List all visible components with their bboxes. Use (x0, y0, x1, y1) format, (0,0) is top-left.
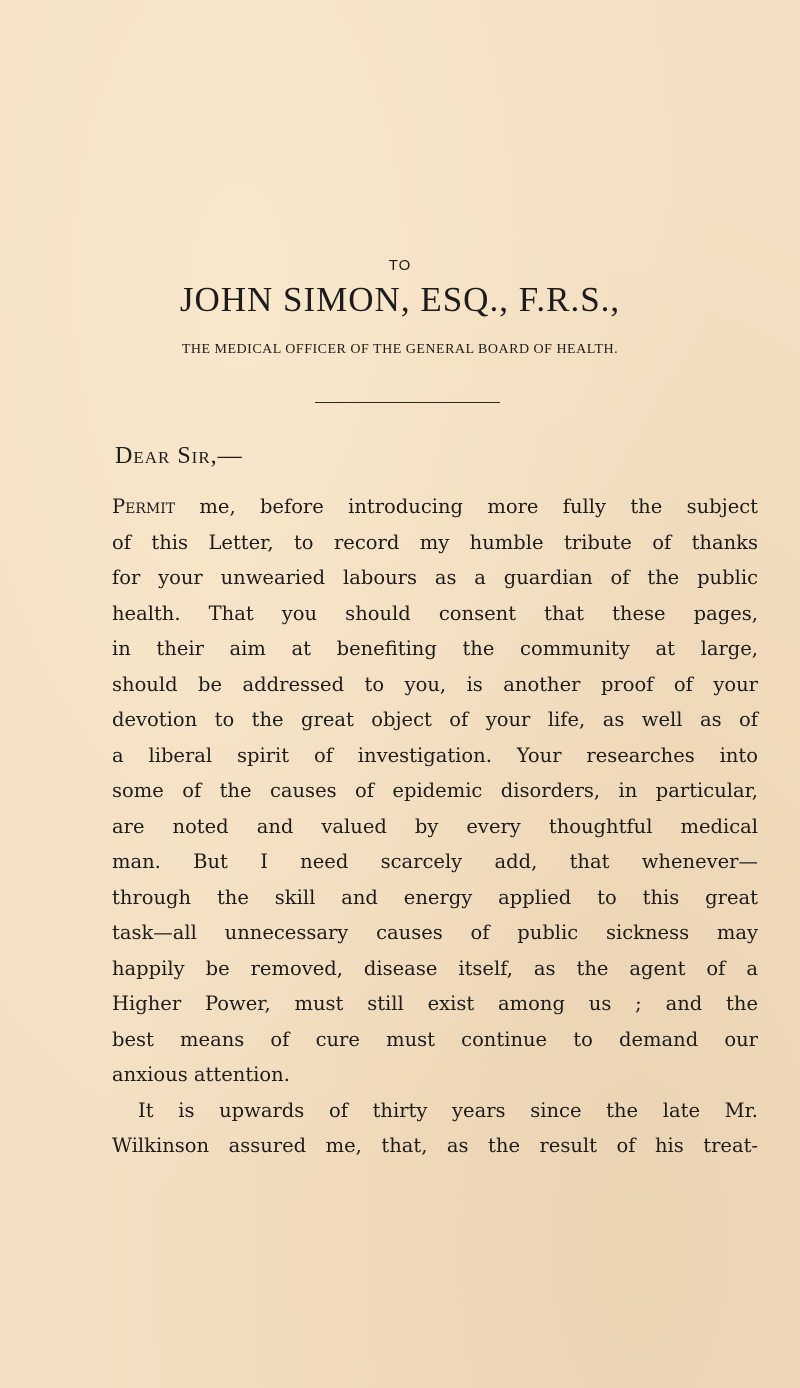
body-line: some of the causes of epidemic disorders, in particular, (112, 779, 758, 802)
body-line: are noted and valued by every thoughtful medical (112, 814, 758, 838)
body-line: devotion to the great object of your life, as well as of (112, 708, 758, 731)
body-line: health. That you should consent that these pages, (112, 601, 758, 625)
body-line: anxious attention. (112, 1063, 290, 1086)
body-line: man. But I need scarcely add, that whenever— (112, 850, 758, 873)
body-line-text: me, before introducing more fully the subject (175, 495, 758, 518)
body-line: for your unwearied labours as a guardian of the public (112, 566, 758, 589)
body-line: of this Letter, to record my humble tribute of thanks (112, 530, 758, 554)
body-line: Wilkinson assured me, that, as the result of his treat- (112, 1134, 758, 1157)
dedication-office: THE MEDICAL OFFICER OF THE GENERAL BOARD OF HEALTH. (181, 342, 619, 357)
lead-word: Permit (112, 495, 176, 518)
body-line: Higher Power, must still exist among us ; and the (112, 992, 758, 1015)
body-line: It is upwards of thirty years since the late Mr. (138, 1098, 758, 1122)
body-line: should be addressed to you, is another proof of your (112, 672, 758, 696)
divider-rule (315, 402, 500, 403)
letter-body (112, 489, 758, 1164)
body-line: happily be removed, disease itself, as the agent of a (112, 956, 758, 980)
body-line: best means of cure must continue to demand our (112, 1027, 758, 1051)
body-line: in their aim at benefiting the community at large, (112, 637, 758, 660)
dedication-addressee: JOHN SIMON, ESQ., F.R.S., (179, 280, 621, 319)
body-line (112, 489, 758, 525)
body-line: task—all unnecessary causes of public sickness may (112, 921, 758, 944)
body-line: a liberal spirit of investigation. Your researches into (112, 743, 758, 767)
dedication-to: TO (388, 257, 412, 274)
letter-salutation: Dear Sir,— (115, 443, 243, 469)
body-line: through the skill and energy applied to this great (112, 885, 758, 909)
